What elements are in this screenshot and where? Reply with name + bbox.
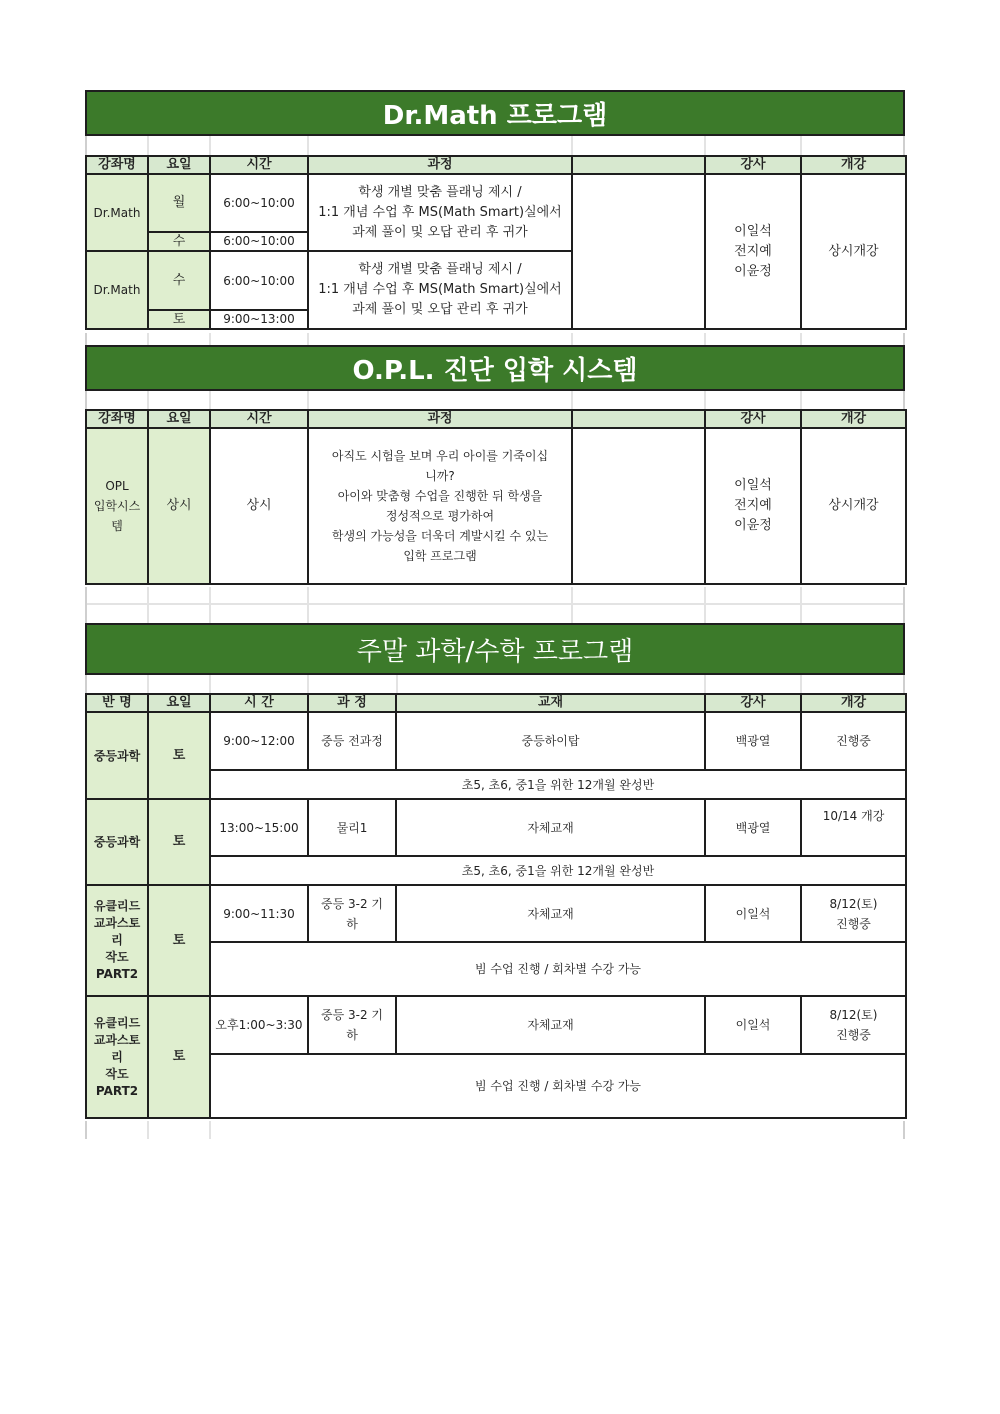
course-cell: 물리1 [308,799,396,856]
header-cell: 개강 [801,694,906,712]
teacher-cell: 이일석 전지예 이윤정 [705,174,801,329]
header-cell [572,156,705,174]
header-cell: 시간 [210,410,308,428]
header-cell: 개강 [801,156,906,174]
table-row [86,996,906,1054]
time-cell: 6:00~10:00 [210,174,308,232]
open-cell: 8/12(토) 진행중 [801,885,906,942]
header-cell: 과정 [308,410,572,428]
course-desc-cell: 학생 개별 맞춤 플래닝 제시 / 1:1 개념 수업 후 MS(Math Smart)실에서 과제 풀이 및 오답 관리 후 귀가 [308,174,572,251]
open-cell: 진행중 [801,712,906,770]
header-cell: 시간 [210,156,308,174]
spacer-row [85,333,905,345]
time-cell: 상시 [210,428,308,584]
header-cell: 개강 [801,410,906,428]
class-name-cell: 유클리드 교과스토 리 작도 PART2 [86,996,148,1118]
section-banner-drmath: Dr.Math 프로그램 [85,90,905,136]
spacer-row [85,587,905,623]
opl-table [85,409,907,585]
spacer-row [85,675,905,693]
day-cell: 토 [148,799,210,885]
day-cell: 토 [148,996,210,1118]
note-cell: 빔 수업 진행 / 회차별 수강 가능 [210,942,906,996]
header-cell: 시 간 [210,694,308,712]
course-name-cell: OPL 입학시스 템 [86,428,148,584]
course-cell: 중등 3-2 기 하 [308,996,396,1054]
empty-cell [572,428,705,584]
teacher-cell: 백광열 [705,712,801,770]
spacer-row [85,391,905,409]
time-cell: 6:00~10:00 [210,251,308,310]
course-cell: 중등 전과정 [308,712,396,770]
header-cell: 강사 [705,694,801,712]
drmath-table [85,155,907,330]
course-name-cell: Dr.Math [86,174,148,251]
table-header-row [86,156,906,174]
header-cell: 반 명 [86,694,148,712]
time-cell: 6:00~10:00 [210,232,308,251]
section-banner-weekend: 주말 과학/수학 프로그램 [85,623,905,675]
teacher-cell: 이일석 [705,885,801,942]
table-row [86,428,906,584]
open-cell: 10/14 개강 [801,799,906,856]
table-row [86,712,906,770]
table-row [86,799,906,856]
day-cell: 토 [148,885,210,996]
time-cell: 9:00~12:00 [210,712,308,770]
note-cell: 빔 수업 진행 / 회차별 수강 가능 [210,1054,906,1118]
teacher-cell: 백광열 [705,799,801,856]
day-cell: 수 [148,251,210,310]
open-cell: 8/12(토) 진행중 [801,996,906,1054]
header-cell: 교재 [396,694,705,712]
time-cell: 9:00~11:30 [210,885,308,942]
weekend-table [85,693,907,1119]
course-desc-cell: 학생 개별 맞춤 플래닝 제시 / 1:1 개념 수업 후 MS(Math Smart)실에서 과제 풀이 및 오답 관리 후 귀가 [308,251,572,329]
table-header-row [86,694,906,712]
header-cell: 요일 [148,410,210,428]
teacher-cell: 이일석 전지예 이윤정 [705,428,801,584]
table-header-row [86,410,906,428]
time-cell: 오후1:00~3:30 [210,996,308,1054]
spacer-row [85,136,905,155]
table-row [86,885,906,942]
book-cell: 자체교재 [396,996,705,1054]
course-desc-cell: 아직도 시험을 보며 우리 아이를 기죽이십 니까? 아이와 맞춤형 수업을 진행한 뒤 학생을 정성적으로 평가하여 학생의 가능성을 더욱더 계발시킬 수 있는 입학 프로그램 [308,428,572,584]
header-cell: 강사 [705,156,801,174]
open-cell: 상시개강 [801,174,906,329]
day-cell: 월 [148,174,210,232]
note-cell: 초5, 초6, 중1을 위한 12개월 완성반 [210,770,906,799]
book-cell: 자체교재 [396,885,705,942]
header-cell [572,410,705,428]
header-cell: 과 정 [308,694,396,712]
header-cell: 강좌명 [86,410,148,428]
header-cell: 요일 [148,156,210,174]
header-cell: 강좌명 [86,156,148,174]
book-cell: 중등하이탑 [396,712,705,770]
header-cell: 과정 [308,156,572,174]
course-cell: 중등 3-2 기 하 [308,885,396,942]
day-cell: 토 [148,310,210,329]
class-name-cell: 중등과학 [86,799,148,885]
time-cell: 13:00~15:00 [210,799,308,856]
open-cell: 상시개강 [801,428,906,584]
header-cell: 요일 [148,694,210,712]
section-banner-opl: O.P.L. 진단 입학 시스템 [85,345,905,391]
spacer-row [85,1121,905,1139]
note-cell: 초5, 초6, 중1을 위한 12개월 완성반 [210,856,906,885]
teacher-cell: 이일석 [705,996,801,1054]
empty-cell [572,174,705,329]
day-cell: 수 [148,232,210,251]
header-cell: 강사 [705,410,801,428]
class-name-cell: 중등과학 [86,712,148,799]
class-name-cell: 유클리드 교과스토 리 작도 PART2 [86,885,148,996]
day-cell: 토 [148,712,210,799]
table-row [86,174,906,232]
book-cell: 자체교재 [396,799,705,856]
day-cell: 상시 [148,428,210,584]
course-name-cell: Dr.Math [86,251,148,329]
time-cell: 9:00~13:00 [210,310,308,329]
